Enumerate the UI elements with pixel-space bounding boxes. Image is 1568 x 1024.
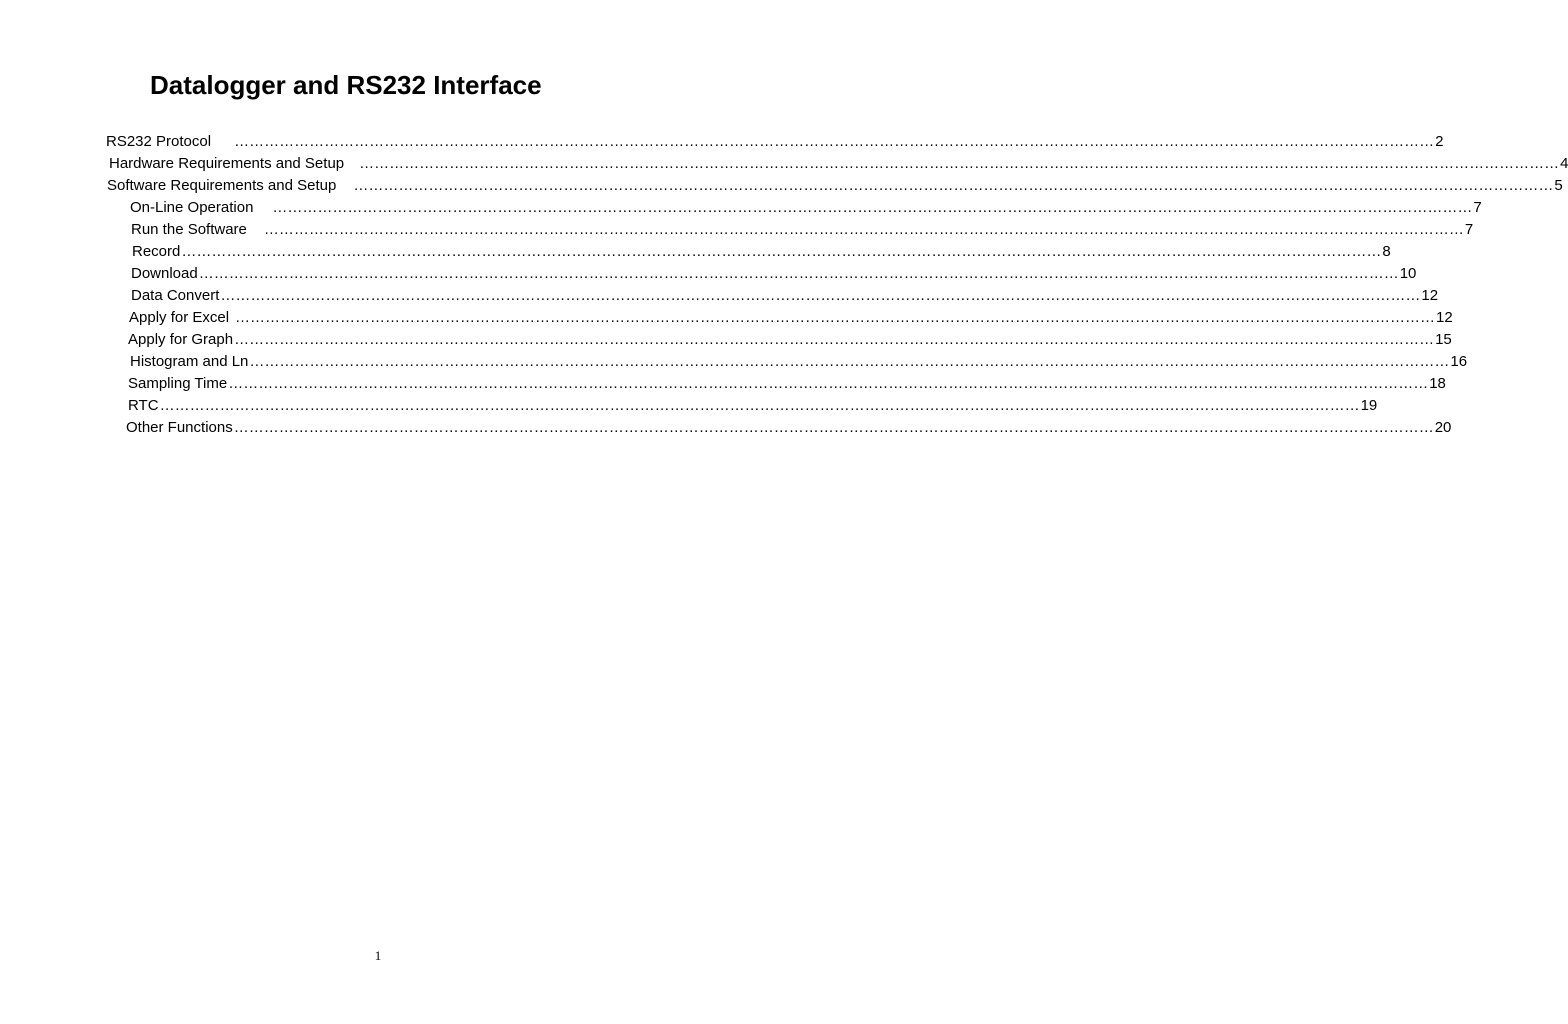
toc-dot-leader: …………………………………………………………………………………………………………………………………………………………………………………………………………………… bbox=[181, 243, 1382, 260]
document-title: Datalogger and RS232 Interface bbox=[150, 70, 542, 100]
toc-entry-label: Other Functions bbox=[126, 419, 233, 436]
toc-entry-page: 5 bbox=[1554, 177, 1563, 194]
toc-entry-label: Record bbox=[132, 243, 181, 260]
toc-entry-apply-for-graph bbox=[0, 329, 1452, 351]
toc-entry-page: 4 bbox=[1560, 155, 1568, 172]
toc-dot-leader: …………………………………………………………………………………………………………………………………………………………………………………………………………………… bbox=[359, 155, 1560, 172]
toc-dot-leader: …………………………………………………………………………………………………………………………………………………………………………………………………………………… bbox=[234, 133, 1435, 150]
toc-entry-run-the-software bbox=[0, 219, 1474, 241]
toc-entry-label: RS232 Protocol bbox=[106, 133, 212, 150]
toc-entry-label: Histogram and Ln bbox=[130, 353, 249, 370]
toc-entry-label: Sampling Time bbox=[128, 375, 228, 392]
toc-entry-page: 19 bbox=[1360, 397, 1378, 414]
toc-entry-page: 2 bbox=[1435, 133, 1444, 150]
toc-entry-page: 16 bbox=[1450, 353, 1468, 370]
toc-dot-leader: …………………………………………………………………………………………………………………………………………………………………………………………………………………… bbox=[159, 397, 1360, 414]
toc-dot-leader: …………………………………………………………………………………………………………………………………………………………………………………………………………………… bbox=[235, 309, 1436, 326]
toc-entry-sampling-time bbox=[0, 373, 1446, 395]
toc-entry-page: 15 bbox=[1435, 331, 1452, 348]
toc-dot-leader: …………………………………………………………………………………………………………………………………………………………………………………………………………………… bbox=[220, 287, 1421, 304]
toc-entry-on-line-operation bbox=[0, 197, 1482, 219]
page-number: 1 bbox=[374, 948, 382, 963]
toc-entry-page: 12 bbox=[1436, 309, 1453, 326]
toc-entry-rs232-protocol bbox=[0, 131, 1444, 153]
toc-entry-rtc bbox=[0, 395, 1378, 417]
toc-entry-label: Apply for Excel bbox=[129, 309, 230, 326]
toc-dot-leader: …………………………………………………………………………………………………………………………………………………………………………………………………………………… bbox=[249, 353, 1450, 370]
toc-entry-page: 18 bbox=[1429, 375, 1446, 392]
toc-entry-label: Hardware Requirements and Setup bbox=[109, 155, 345, 172]
toc-entry-label: Run the Software bbox=[131, 221, 247, 238]
toc-entry-page: 12 bbox=[1421, 287, 1439, 304]
toc-entry-hardware-requirements bbox=[0, 153, 1568, 175]
toc-dot-leader: …………………………………………………………………………………………………………………………………………………………………………………………………………………… bbox=[234, 331, 1435, 348]
table-of-contents bbox=[0, 131, 1568, 439]
toc-dot-leader: …………………………………………………………………………………………………………………………………………………………………………………………………………………… bbox=[228, 375, 1429, 392]
toc-entry-other-functions bbox=[0, 417, 1452, 439]
toc-dot-leader: …………………………………………………………………………………………………………………………………………………………………………………………………………………… bbox=[233, 419, 1434, 436]
toc-entry-label: Download bbox=[131, 265, 198, 282]
toc-entry-page: 20 bbox=[1434, 419, 1452, 436]
toc-dot-leader: …………………………………………………………………………………………………………………………………………………………………………………………………………………… bbox=[272, 199, 1473, 216]
toc-entry-label: RTC bbox=[128, 397, 159, 414]
toc-entry-data-convert bbox=[0, 285, 1439, 307]
toc-entry-record bbox=[0, 241, 1391, 263]
toc-entry-page: 8 bbox=[1382, 243, 1391, 260]
toc-entry-software-requirements bbox=[0, 175, 1563, 197]
toc-dot-leader: …………………………………………………………………………………………………………………………………………………………………………………………………………………… bbox=[353, 177, 1554, 194]
toc-dot-leader: …………………………………………………………………………………………………………………………………………………………………………………………………………………… bbox=[198, 265, 1399, 282]
toc-entry-label: Apply for Graph bbox=[128, 331, 234, 348]
toc-entry-label: Data Convert bbox=[131, 287, 220, 304]
toc-dot-leader: …………………………………………………………………………………………………………………………………………………………………………………………………………………… bbox=[263, 221, 1464, 238]
toc-entry-page: 7 bbox=[1473, 199, 1482, 216]
toc-entry-histogram-and-ln bbox=[0, 351, 1468, 373]
toc-entry-label: Software Requirements and Setup bbox=[107, 177, 337, 194]
toc-entry-label: On-Line Operation bbox=[130, 199, 254, 216]
toc-entry-page: 10 bbox=[1399, 265, 1417, 282]
toc-entry-download bbox=[0, 263, 1417, 285]
toc-entry-page: 7 bbox=[1464, 221, 1474, 238]
toc-entry-apply-for-excel bbox=[0, 307, 1453, 329]
